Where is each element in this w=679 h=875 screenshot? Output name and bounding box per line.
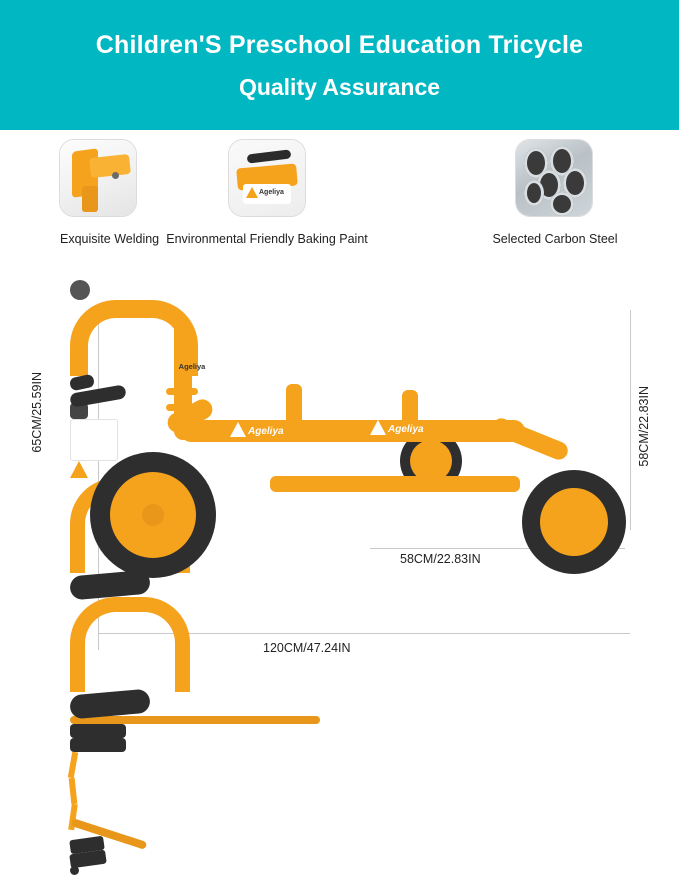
frame-rung-bottom xyxy=(166,404,198,411)
thumb-brand-text: Ageliya xyxy=(259,189,284,196)
rear-wheel-rim xyxy=(540,488,608,556)
frame-logo-icon-front xyxy=(230,422,246,437)
brand-plate-text: Ageliya xyxy=(178,362,206,371)
seat-backrest-rear xyxy=(70,597,190,692)
frame-rung-top xyxy=(166,388,198,395)
frame-logo-icon-rear xyxy=(370,420,386,435)
handlebar-grip-left xyxy=(69,374,95,392)
dimension-length-mid: 58CM/22.83IN xyxy=(400,552,481,566)
frame-logo-text-front: Ageliya xyxy=(248,426,284,437)
seat-post-front xyxy=(286,384,302,426)
feature-steel-label: Selected Carbon Steel xyxy=(492,232,618,246)
feature-steel xyxy=(492,140,618,246)
dimension-height-right: 58CM/22.83IN xyxy=(637,386,651,467)
steel-tubes-icon xyxy=(516,140,592,216)
dimension-length-bottom: 120CM/47.24IN xyxy=(263,641,351,655)
feature-welding-label: Exquisite Welding xyxy=(60,232,160,246)
rear-wheel-hub xyxy=(70,280,90,300)
feature-paint xyxy=(166,140,368,246)
guide-line-right xyxy=(630,310,631,530)
platform-strut-2 xyxy=(69,778,78,804)
frame-logo-text-rear: Ageliya xyxy=(388,424,424,435)
header-banner xyxy=(0,0,679,130)
seat-rear xyxy=(69,689,151,720)
rear-platform-edge xyxy=(70,716,320,724)
steering-post xyxy=(174,320,192,440)
tricycle-illustration xyxy=(70,280,630,610)
page-subtitle: Quality Assurance xyxy=(238,73,441,100)
footrest-right xyxy=(70,738,126,752)
weld-joint-icon xyxy=(60,140,136,216)
feature-row xyxy=(0,134,679,294)
rear-platform xyxy=(270,476,520,492)
brand-plate-logo-icon xyxy=(70,461,88,478)
footrest-left xyxy=(70,724,126,738)
brand-plate xyxy=(70,419,118,461)
product-image xyxy=(0,286,679,665)
feature-paint-label: Environmental Friendly Baking Paint xyxy=(166,232,368,246)
dimension-height-left: 65CM/25.59IN xyxy=(30,372,44,453)
page-title: Children'S Preschool Education Tricycle xyxy=(95,30,584,59)
painted-frame-icon xyxy=(229,140,305,216)
feature-welding xyxy=(60,140,160,246)
seat-front xyxy=(69,570,151,601)
front-wheel-hub xyxy=(142,504,164,526)
platform-strut-1 xyxy=(68,752,78,779)
